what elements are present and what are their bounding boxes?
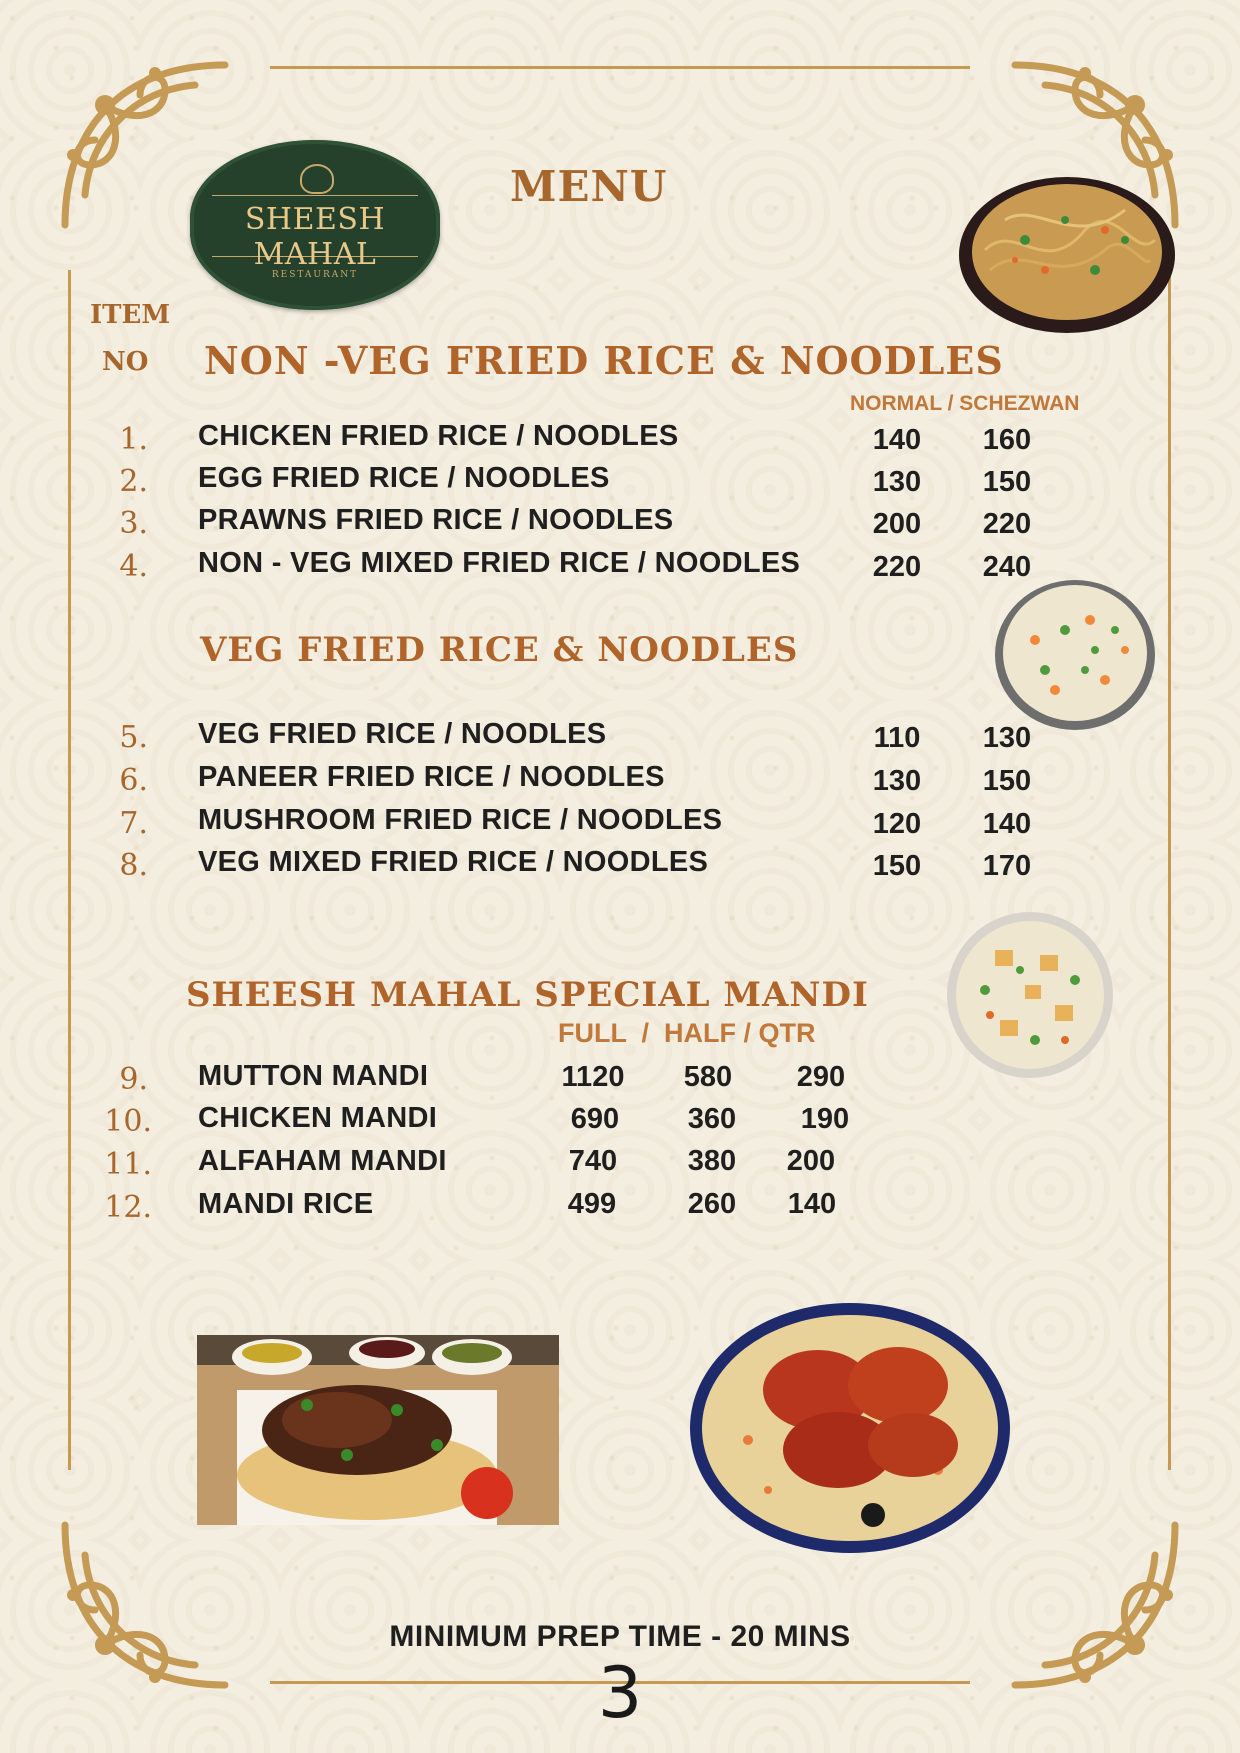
price-schezwan: 150 bbox=[982, 466, 1032, 498]
page-title: MENU bbox=[510, 162, 668, 211]
item-column-label: ITEM bbox=[90, 300, 171, 330]
item-number: 8. bbox=[119, 848, 148, 883]
section-heading-veg: VEG FRIED RICE & NOODLES bbox=[200, 630, 799, 670]
prep-time-note: MINIMUM PREP TIME - 20 MINS bbox=[389, 1620, 851, 1653]
item-number: 11. bbox=[104, 1147, 152, 1182]
logo-name: SHEESH MAHAL bbox=[244, 202, 386, 272]
price-schezwan: 160 bbox=[982, 424, 1032, 456]
item-number: 10. bbox=[104, 1104, 152, 1139]
item-name: ALFAHAM MANDI bbox=[198, 1145, 447, 1177]
price-normal: 130 bbox=[872, 466, 922, 498]
number-column-label: NO bbox=[102, 347, 149, 377]
item-number: 3. bbox=[119, 506, 148, 541]
price-normal: 220 bbox=[872, 551, 922, 583]
item-number: 5. bbox=[119, 720, 148, 755]
item-name: PRAWNS FRIED RICE / NOODLES bbox=[198, 504, 674, 536]
price-normal: 150 bbox=[872, 850, 922, 882]
item-number: 4. bbox=[119, 549, 148, 584]
item-name: EGG FRIED RICE / NOODLES bbox=[198, 462, 610, 494]
price-full: 499 bbox=[567, 1188, 617, 1220]
price-normal: 120 bbox=[872, 808, 922, 840]
item-number: 7. bbox=[119, 806, 148, 841]
logo-crest-icon bbox=[300, 164, 334, 194]
item-name: CHICKEN FRIED RICE / NOODLES bbox=[198, 420, 679, 452]
column-header-normal-schezwan: NORMAL / SCHEZWAN bbox=[850, 392, 1080, 415]
logo-subtitle: RESTAURANT bbox=[271, 270, 359, 280]
item-name: PANEER FRIED RICE / NOODLES bbox=[198, 761, 665, 793]
item-number: 9. bbox=[119, 1062, 148, 1097]
price-full: 1120 bbox=[561, 1061, 625, 1093]
restaurant-logo bbox=[190, 140, 440, 310]
item-number: 2. bbox=[119, 464, 148, 499]
item-number: 1. bbox=[119, 422, 148, 457]
price-qtr: 140 bbox=[787, 1188, 837, 1220]
item-name: VEG MIXED FRIED RICE / NOODLES bbox=[198, 846, 709, 878]
price-half: 360 bbox=[687, 1103, 737, 1135]
price-full: 740 bbox=[568, 1145, 618, 1177]
price-half: 580 bbox=[683, 1061, 733, 1093]
item-name: CHICKEN MANDI bbox=[198, 1102, 438, 1134]
item-name: MUSHROOM FRIED RICE / NOODLES bbox=[198, 804, 723, 836]
price-half: 260 bbox=[687, 1188, 737, 1220]
price-qtr: 290 bbox=[796, 1061, 846, 1093]
section-heading-nonveg: NON -VEG FRIED RICE & NOODLES bbox=[204, 338, 1004, 383]
item-name: NON - VEG MIXED FRIED RICE / NOODLES bbox=[198, 547, 801, 579]
item-number: 12. bbox=[104, 1190, 152, 1225]
item-name: MUTTON MANDI bbox=[198, 1060, 429, 1092]
frame-left-line bbox=[68, 270, 71, 1470]
column-header-full-half-qtr: FULL / HALF / QTR bbox=[558, 1018, 816, 1048]
mutton-mandi-platter-photo bbox=[197, 1335, 559, 1525]
frame-right-line bbox=[1168, 270, 1171, 1470]
price-qtr: 190 bbox=[800, 1103, 850, 1135]
paneer-fried-rice-photo bbox=[945, 910, 1115, 1080]
price-schezwan: 150 bbox=[982, 765, 1032, 797]
price-normal: 140 bbox=[872, 424, 922, 456]
item-name: VEG FRIED RICE / NOODLES bbox=[198, 718, 607, 750]
page-number: 3 bbox=[597, 1652, 643, 1734]
price-normal: 130 bbox=[872, 765, 922, 797]
frame-top-line bbox=[270, 66, 970, 69]
price-qtr: 200 bbox=[786, 1145, 836, 1177]
price-schezwan: 220 bbox=[982, 508, 1032, 540]
section-heading-mandi: SHEESH MAHAL SPECIAL MANDI bbox=[186, 975, 869, 1015]
item-name: MANDI RICE bbox=[198, 1188, 374, 1220]
price-half: 380 bbox=[687, 1145, 737, 1177]
chicken-mandi-plate-photo bbox=[688, 1300, 1013, 1555]
price-schezwan: 140 bbox=[982, 808, 1032, 840]
price-schezwan: 170 bbox=[982, 850, 1032, 882]
veg-fried-rice-bowl-photo bbox=[995, 560, 1165, 735]
price-schezwan: 240 bbox=[982, 551, 1032, 583]
noodles-pan-photo bbox=[955, 160, 1180, 340]
item-number: 6. bbox=[119, 763, 148, 798]
price-full: 690 bbox=[570, 1103, 620, 1135]
price-normal: 200 bbox=[872, 508, 922, 540]
price-schezwan: 130 bbox=[982, 722, 1032, 754]
price-normal: 110 bbox=[873, 722, 921, 754]
